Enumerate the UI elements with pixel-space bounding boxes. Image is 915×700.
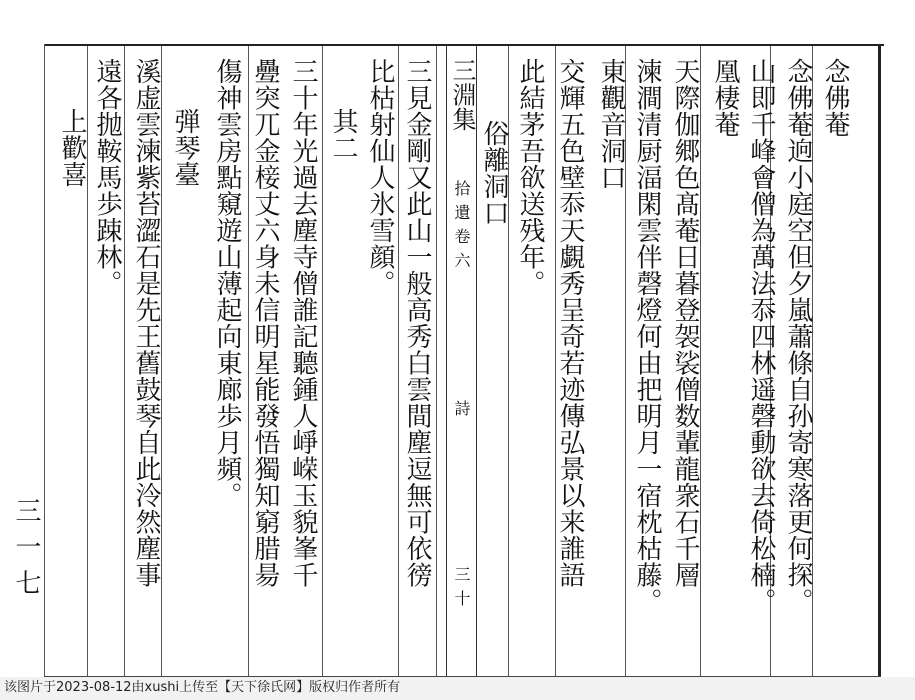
volume-label: 拾遺卷六 — [452, 180, 471, 276]
book-title: 三淵集 — [448, 58, 476, 132]
column-rule — [124, 46, 125, 676]
poem-line: 遠各抛鞍馬歩踈林。 — [92, 58, 122, 297]
poem-title: 念佛菴 — [820, 58, 850, 138]
poem-title: 凰棲菴 — [710, 58, 740, 138]
poem-line: 三見金剛又此山一般高秀白雲間塵逗無可依徬 — [402, 58, 432, 588]
column-rule — [700, 46, 701, 676]
center-fold-line — [446, 46, 447, 676]
column-rule — [248, 46, 249, 676]
poem-line: 三十年光過去塵寺僧誰記聽鍾人崢嵘玉貌峯千 — [288, 58, 318, 588]
poem-line: 此結茅吾欲送残年。 — [515, 58, 545, 297]
column-rule — [436, 46, 437, 676]
center-fold-line — [476, 46, 477, 676]
poem-subtitle: 其二 — [328, 108, 358, 161]
poem-line: 溪虚雲湅紫苔澀石是先王舊鼓琴自此泠然塵事 — [131, 58, 161, 588]
column-rule — [398, 46, 399, 676]
poem-title: 弾琴臺 — [170, 108, 200, 188]
poem-title: 俗離洞口 — [479, 120, 509, 226]
leaf-number: 三十 — [452, 566, 471, 614]
column-rule — [161, 46, 162, 676]
poem-line: 山即千峰會僧為萬法忝四林遥磬動欲去倚松楠。 — [746, 58, 776, 615]
poem-line: 天際伽郷色髙菴日暮登袈裟僧数輩龍衆石千層 — [670, 58, 700, 588]
poem-line: 傷神雲房點窺遊山薄起向東廊歩月頻。 — [212, 58, 242, 509]
watermark-footer: 该图片于2023-08-12由xushi上传至【天下徐氏网】版权归作者所有 — [0, 677, 915, 700]
frame-right-border — [878, 44, 881, 676]
poem-line: 交輝五色壁忝天覷秀呈奇若迹傳弘景以来誰語 — [555, 58, 585, 588]
poem-line: 比枯射仙人氷雪顔。 — [365, 58, 395, 297]
poem-line: 湅澗清厨湢閑雲伴磬燈何由把明月一宿枕枯藤。 — [632, 58, 662, 615]
poem-line: 疉突兀金椄丈六身未信明星能發悟獨知窮腊昜 — [250, 58, 280, 588]
genre-label: 詩 — [452, 400, 471, 424]
frame-top-border — [44, 44, 884, 46]
poem-line: 念佛菴逈小庭空但夕嵐蕭條自孙寄寒落更何探。 — [783, 58, 813, 615]
column-rule — [87, 46, 88, 676]
column-rule — [322, 46, 323, 676]
poem-title: 上歡喜 — [57, 108, 87, 188]
poem-title: 東觀音洞口 — [596, 58, 626, 191]
page-number: 三一七 — [11, 497, 41, 605]
